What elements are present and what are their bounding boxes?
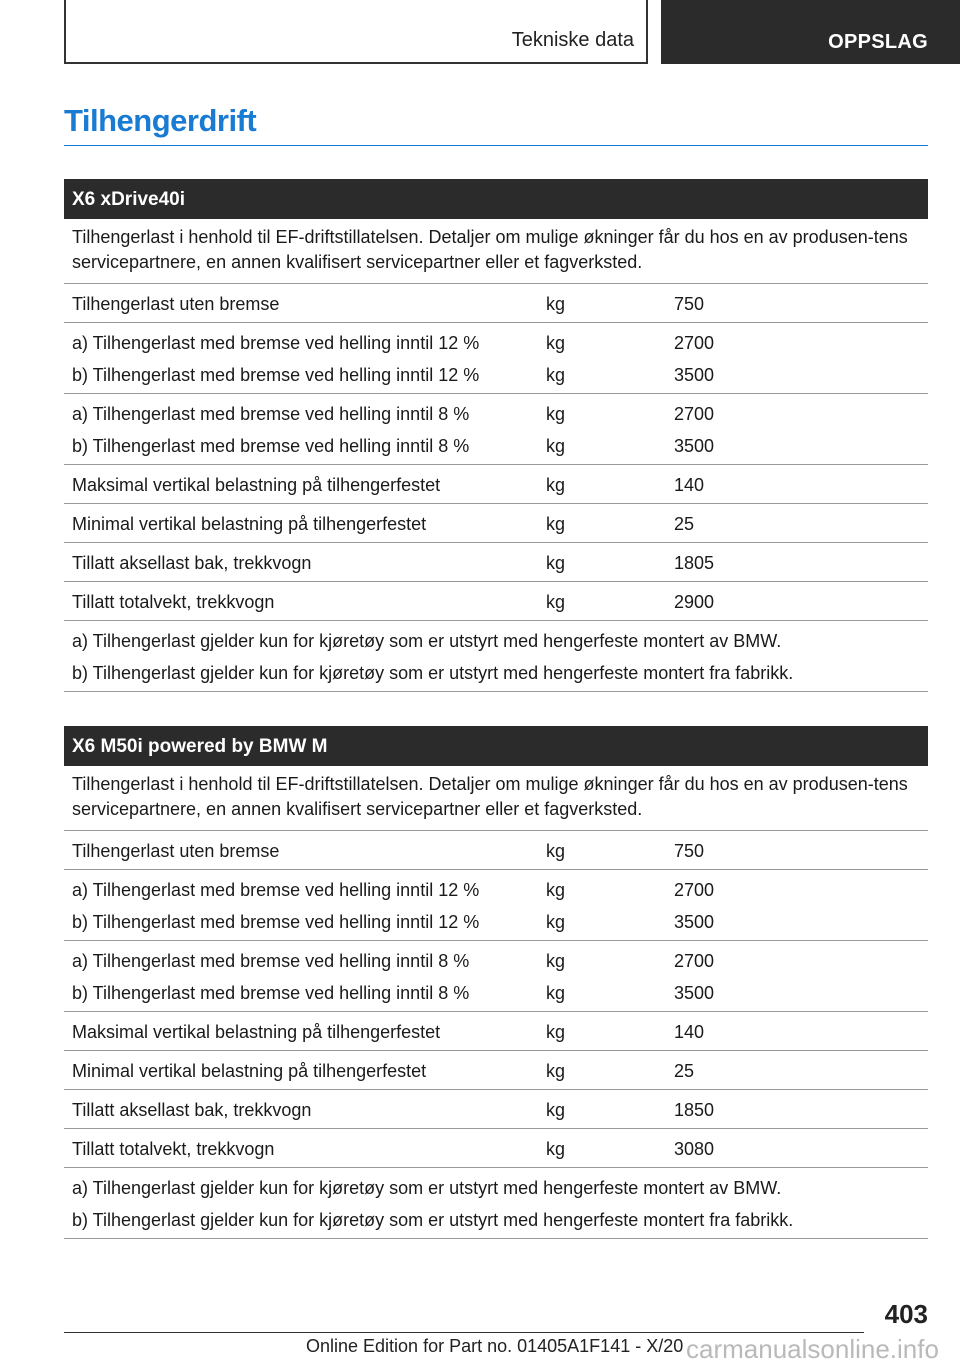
row-label: b) Tilhengerlast med bremse ved helling inntil 12 % xyxy=(72,365,480,385)
row-label: a) Tilhengerlast med bremse ved helling inntil 12 % xyxy=(72,880,480,900)
row-label: Minimal vertikal belastning på tilhengerfestet xyxy=(72,514,427,534)
row-unit: kg xyxy=(546,553,566,573)
row-value: 2700 xyxy=(674,333,715,353)
row-value: 3500 xyxy=(674,912,715,932)
table-row xyxy=(64,1051,928,1090)
footnote: b) Tilhengerlast gjelder kun for kjøretøy som er utstyrt med hengerfeste montert fra fabrikk. xyxy=(72,1210,794,1230)
row-label: Tillatt totalvekt, trekkvogn xyxy=(72,592,275,612)
table-row xyxy=(64,1012,928,1051)
row-unit: kg xyxy=(546,333,566,353)
section-tab[interactable] xyxy=(64,0,648,64)
row-unit: kg xyxy=(546,514,566,534)
row-value: 2700 xyxy=(674,880,715,900)
row-value: 140 xyxy=(674,1022,705,1042)
watermark: carmanualsonline.info xyxy=(686,1334,939,1364)
table-row xyxy=(64,1090,928,1129)
row-value: 750 xyxy=(674,294,705,314)
row-value: 25 xyxy=(674,514,695,534)
footnote: a) Tilhengerlast gjelder kun for kjøretøy som er utstyrt med hengerfeste montert av BMW. xyxy=(72,631,782,651)
row-label: Tillatt totalvekt, trekkvogn xyxy=(72,1139,275,1159)
row-value: 3500 xyxy=(674,983,715,1003)
row-value: 2900 xyxy=(674,592,715,612)
row-unit: kg xyxy=(546,951,566,971)
table-row xyxy=(64,582,928,621)
row-label: Tillatt aksellast bak, trekkvogn xyxy=(72,553,312,573)
row-value: 2700 xyxy=(674,404,715,424)
row-unit: kg xyxy=(546,1061,566,1081)
page-number: 403 xyxy=(884,1299,928,1329)
row-value: 3080 xyxy=(674,1139,715,1159)
table-row xyxy=(64,465,928,504)
spec-intro-text: Tilhengerlast i henhold til EF-driftstillatelsen. Detaljer om mulige økninger får du hos en av produsen-tens servicepartnere, en annen kvalifisert servicepartner eller et fagverksted. xyxy=(64,766,928,831)
row-unit: kg xyxy=(546,1139,566,1159)
spec-table-xdrive40i xyxy=(64,179,928,692)
row-unit: kg xyxy=(546,294,566,314)
row-label: Minimal vertikal belastning på tilhengerfestet xyxy=(72,1061,427,1081)
row-label: b) Tilhengerlast med bremse ved helling inntil 8 % xyxy=(72,983,470,1003)
table-row xyxy=(64,1129,928,1168)
row-label: Tilhengerlast uten bremse xyxy=(72,294,280,314)
row-unit: kg xyxy=(546,983,566,1003)
footnote: a) Tilhengerlast gjelder kun for kjøretøy som er utstyrt med hengerfeste montert av BMW. xyxy=(72,1178,782,1198)
footnote: b) Tilhengerlast gjelder kun for kjøretøy som er utstyrt med hengerfeste montert fra fabrikk. xyxy=(72,663,794,683)
row-unit: kg xyxy=(546,436,566,456)
row-value: 1805 xyxy=(674,553,715,573)
row-label: b) Tilhengerlast med bremse ved helling inntil 12 % xyxy=(72,912,480,932)
row-value: 2700 xyxy=(674,951,715,971)
spec-intro-text: Tilhengerlast i henhold til EF-driftstillatelsen. Detaljer om mulige økninger får du hos en av produsen-tens servicepartnere, en annen kvalifisert servicepartner eller et fagverksted. xyxy=(64,219,928,284)
row-label: Tilhengerlast uten bremse xyxy=(72,841,280,861)
row-label: a) Tilhengerlast med bremse ved helling inntil 8 % xyxy=(72,404,470,424)
row-unit: kg xyxy=(546,1100,566,1120)
table-row xyxy=(64,394,928,465)
chapter-tab[interactable] xyxy=(661,0,960,64)
row-value: 25 xyxy=(674,1061,695,1081)
chapter-tab-label: OPPSLAG xyxy=(828,31,928,53)
spec-table-m50i xyxy=(64,726,928,1239)
page-title: Tilhengerdrift xyxy=(64,103,257,138)
table-row xyxy=(64,543,928,582)
footnotes xyxy=(64,621,928,692)
footnotes xyxy=(64,1168,928,1239)
row-label: Maksimal vertikal belastning på tilhengerfestet xyxy=(72,475,441,495)
row-value: 3500 xyxy=(674,365,715,385)
footer-divider xyxy=(64,1332,864,1333)
table-row xyxy=(64,941,928,1012)
row-value: 750 xyxy=(674,841,705,861)
table-row xyxy=(64,284,928,323)
table-row xyxy=(64,870,928,941)
row-label: b) Tilhengerlast med bremse ved helling inntil 8 % xyxy=(72,436,470,456)
edition-text: Online Edition for Part no. 01405A1F141 - X/20 xyxy=(306,1336,684,1356)
title-divider xyxy=(64,145,928,146)
row-unit: kg xyxy=(546,912,566,932)
spec-table-title: X6 xDrive40i xyxy=(64,179,928,219)
spec-table-title: X6 M50i powered by BMW M xyxy=(64,726,928,766)
row-unit: kg xyxy=(546,592,566,612)
section-tab-label: Tekniske data xyxy=(511,29,634,51)
row-label: Tillatt aksellast bak, trekkvogn xyxy=(72,1100,312,1120)
table-row xyxy=(64,504,928,543)
table-row xyxy=(64,323,928,394)
row-value: 140 xyxy=(674,475,705,495)
row-value: 3500 xyxy=(674,436,715,456)
row-label: a) Tilhengerlast med bremse ved helling inntil 8 % xyxy=(72,951,470,971)
row-unit: kg xyxy=(546,404,566,424)
row-label: Maksimal vertikal belastning på tilhengerfestet xyxy=(72,1022,441,1042)
row-unit: kg xyxy=(546,365,566,385)
row-value: 1850 xyxy=(674,1100,715,1120)
row-unit: kg xyxy=(546,475,566,495)
row-unit: kg xyxy=(546,880,566,900)
table-row xyxy=(64,831,928,870)
row-unit: kg xyxy=(546,841,566,861)
row-unit: kg xyxy=(546,1022,566,1042)
row-label: a) Tilhengerlast med bremse ved helling inntil 12 % xyxy=(72,333,480,353)
